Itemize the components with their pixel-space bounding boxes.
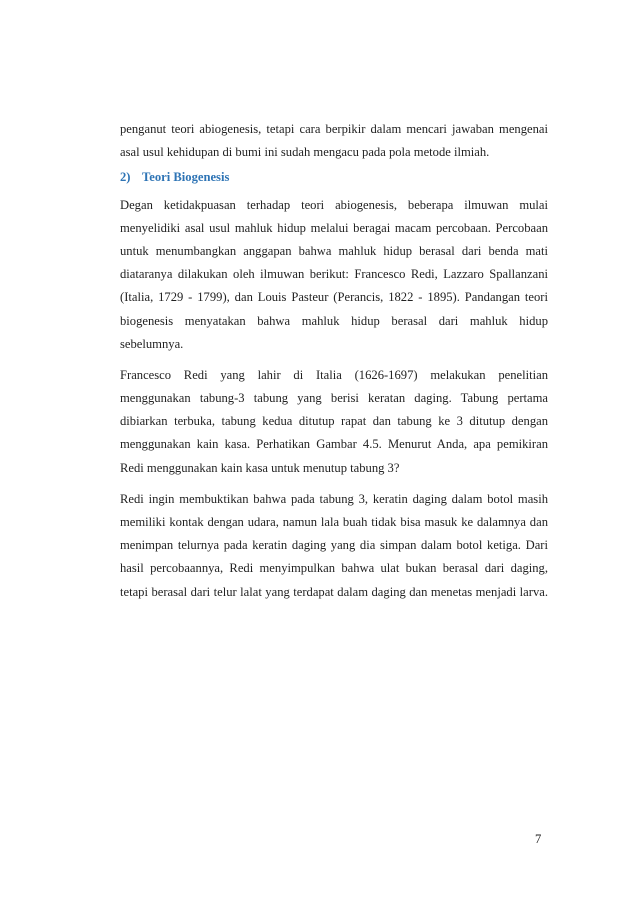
text-line: Francesco Redi yang lahir di Italia (1626-1697) melakukan penelitian [120, 367, 548, 382]
text-line: untuk menumbangkan anggapan bahwa mahluk hidup berasal dari benda mati [120, 243, 548, 258]
text-line: menggunakan tabung-3 tabung yang berisi keratan daging. Tabung pertama [120, 391, 548, 406]
text-line: Redi ingin membuktikan bahwa pada tabung 3, keratin daging dalam botol masih [120, 491, 548, 506]
text-line: Redi menggunakan kain kasa untuk menutup tabung 3? [120, 460, 400, 475]
text-line: Degan ketidakpuasan terhadap teori abiogenesis, beberapa ilmuwan mulai [120, 197, 548, 212]
text-line: menimpan telurnya pada keratin daging yang dia simpan dalam botol ketiga. Dari [120, 538, 548, 553]
paragraph-redi-conclusion [120, 488, 548, 604]
text-line: (Italia, 1729 - 1799), dan Louis Pasteur (Perancis, 1822 - 1895). Pandangan teori [120, 290, 548, 305]
section-number: 2) [120, 170, 131, 185]
section-title: Teori Biogenesis [142, 170, 230, 185]
paragraph-intro [120, 118, 548, 164]
text-line: menyelidiki asal usul mahluk hidup melalui beragai macam percobaan. Percobaan [120, 220, 548, 235]
paragraph-gap [120, 356, 548, 364]
text-line: hasil percobaannya, Redi menyimpulkan bahwa ulat bukan berasal dari daging, [120, 561, 548, 576]
page-content [120, 118, 548, 604]
section-heading [120, 166, 548, 189]
text-line: asal usul kehidupan di bumi ini sudah mengacu pada pola metode ilmiah. [120, 145, 490, 160]
paragraph-redi-experiment [120, 364, 548, 480]
paragraph-gap [120, 480, 548, 488]
text-line: menggunakan kain kasa. Perhatikan Gambar 4.5. Menurut Anda, apa pemikiran [120, 437, 548, 452]
text-line: tetapi berasal dari telur lalat yang terdapat dalam daging dan menetas menjadi larva. [120, 584, 548, 599]
text-line: memiliki kontak dengan udara, namun lala buah tidak bisa masuk ke dalamnya dan [120, 515, 548, 530]
text-line: biogenesis menyatakan bahwa mahluk hidup berasal dari mahluk hidup [120, 313, 548, 328]
text-line: diataranya dilakukan oleh ilmuwan berikut: Francesco Redi, Lazzaro Spallanzani [120, 267, 548, 282]
paragraph-biogenesis-intro [120, 194, 548, 356]
page-number: 7 [535, 832, 542, 846]
text-line: penganut teori abiogenesis, tetapi cara berpikir dalam mencari jawaban mengenai [120, 122, 548, 136]
text-line: dibiarkan terbuka, tabung kedua ditutup rapat dan tabung ke 3 ditutup dengan [120, 414, 548, 429]
text-line: sebelumnya. [120, 336, 184, 351]
